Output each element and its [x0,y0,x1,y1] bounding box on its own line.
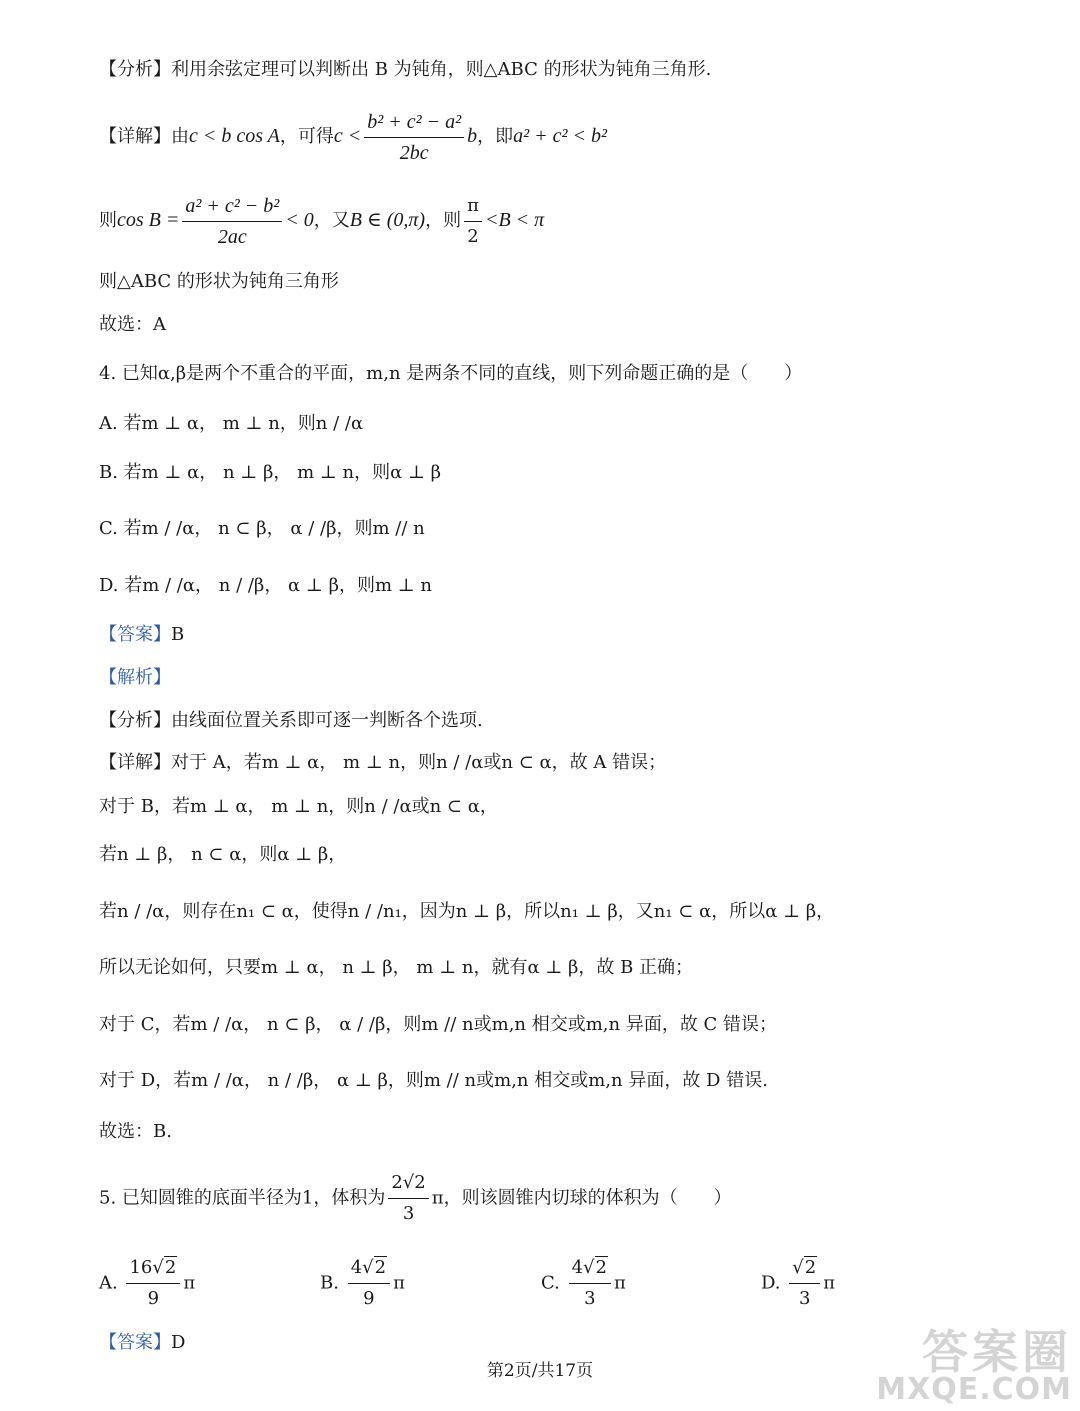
q4-detail-2: 对于 B，若m ⊥ α， m ⊥ n，则n / /α或n ⊂ α， [99,796,498,817]
page-footer: 第2页/共17页 [486,1361,594,1381]
q4-option-c: C. 若m / /α， n ⊂ β， α / /β，则m // n [99,518,425,539]
q3-analysis [99,58,711,82]
q5-option-d [761,1255,835,1312]
q5-answer [99,1331,185,1355]
analysis-tag: 【分析】 [99,710,171,731]
watermark-logo [876,1325,1072,1407]
option-numerator: 4√2 [348,1255,390,1284]
option-label: B. [320,1272,339,1294]
detail-fraction [364,109,464,166]
cos-fraction [182,193,282,250]
detail-mid: ，可得 [279,126,334,147]
detail-tag: 【详解】 [99,126,171,147]
q3-conclusion: 则△ABC 的形状为钝角三角形 [99,271,339,292]
option-den: 3 [798,1288,811,1309]
cos-range: <B < π [484,209,545,231]
cos-rhs: < 0 [285,209,314,231]
pi-den: 2 [467,225,479,247]
analysis-tag: 【分析】 [99,59,171,80]
cos-domain: B ∈ (0,π) [349,209,426,231]
option-coef: 4 [350,1257,363,1278]
q4-answer [99,623,184,647]
option-numerator: √2 [789,1255,820,1284]
pi-num: π [464,193,482,222]
answer-value: D [171,1332,186,1353]
fraction-numerator: b² + c² − a² [364,109,464,138]
q4-analysis [99,709,483,733]
detail-fraction-b: b [467,125,478,147]
option-root: 2 [595,1257,607,1278]
detail-ineq: c < b cos A [189,125,280,147]
option-numerator: 16√2 [126,1255,180,1284]
analysis-text: 利用余弦定理可以判断出 B 为钝角，则△ABC 的形状为钝角三角形. [171,59,712,80]
q3-choice: 故选：A [99,314,166,335]
answer-tag: 【答案】 [99,624,171,645]
q5-stem [99,1170,732,1227]
stem-frac-den: 3 [402,1203,415,1224]
pi-half-fraction [464,193,482,250]
option-root: 2 [374,1257,387,1278]
detail-tag: 【详解】 [99,752,171,773]
cos-lhs: cos B = [117,209,180,231]
option-fraction [126,1255,180,1312]
cos-numerator: a² + c² − b² [182,193,282,222]
cos-then: ，则 [425,210,462,231]
option-root: 2 [164,1257,177,1278]
option-label: D. [761,1272,781,1294]
answer-value: B [171,624,185,645]
option-fraction [569,1255,611,1312]
q4-option-b: B. 若m ⊥ α， n ⊥ β， m ⊥ n，则α ⊥ β [99,462,442,483]
option-root: 2 [804,1257,817,1278]
watermark-line2: MXQE.COM [876,1372,1072,1407]
option-coef: 4 [571,1257,584,1278]
q5-option-c [541,1255,626,1312]
q4-detail-4: 若n / /α，则存在n₁ ⊂ α，使得n / /n₁，因为n ⊥ β，所以n₁ ⊥ β，又n₁ ⊂ α，所以α ⊥ β， [99,901,835,922]
q5-stem-pre: 5. 已知圆锥的底面半径为1，体积为 [99,1187,386,1209]
analysis-text: 由线面位置关系即可逐一判断各个选项. [171,710,483,731]
cos-mid: ，又 [313,210,350,231]
option-pi: π [183,1272,196,1294]
detail-line: 对于 A，若m ⊥ α， m ⊥ n，则n / /α或n ⊂ α，故 A 错误； [171,752,667,773]
option-fraction [789,1255,820,1312]
q5-option-a [99,1255,195,1312]
answer-tag: 【答案】 [99,1332,171,1353]
option-pi: π [613,1272,626,1294]
option-label: A. [99,1272,118,1294]
fraction-denominator: 2bc [399,141,429,164]
q4-detail-1 [99,751,666,775]
option-fraction [348,1255,390,1312]
q5-stem-post: ，则该圆锥内切球的体积为（ ） [443,1187,732,1209]
option-pi: π [393,1272,405,1294]
q4-choice: 故选：B. [99,1121,172,1142]
cos-prefix: 则 [99,210,117,231]
q3-detail [99,108,607,166]
q4-detail-3: 若n ⊥ β， n ⊂ α，则α ⊥ β， [99,844,347,865]
option-label: C. [541,1272,560,1294]
detail-post: ，即 [477,126,514,147]
watermark-line1: 答案圈 [922,1325,1072,1379]
q4-option-d: D. 若m / /α， n / /β， α ⊥ β，则m ⊥ n [99,575,433,596]
q5-stem-fraction [388,1170,428,1227]
q4-detail-5: 所以无论如何，只要m ⊥ α， n ⊥ β， m ⊥ n，就有α ⊥ β，故 B 正确； [99,957,694,978]
option-coef: 16 [129,1257,153,1278]
detail-result: a² + c² < b² [513,125,607,147]
q4-stem: 4. 已知α,β是两个不重合的平面，m,n 是两条不同的直线，则下列命题正确的是（ ） [99,363,803,384]
q4-detail-7: 对于 D，若m / /α， n / /β， α ⊥ β，则m // n或m,n 相交或m,n 异面，故 D 错误. [99,1070,768,1091]
option-den: 9 [363,1288,375,1309]
q4-option-a: A. 若m ⊥ α， m ⊥ n，则n / /α [99,413,364,434]
q5-option-b [320,1255,405,1312]
stem-pi: π [431,1187,444,1209]
stem-frac-num: 2√2 [388,1170,428,1199]
option-den: 9 [147,1288,160,1309]
detail-pre: 由 [171,126,189,147]
q4-explain-tag: 【解析】 [99,667,171,688]
option-numerator: 4√2 [569,1255,611,1284]
q4-detail-6: 对于 C，若m / /α， n ⊂ β， α / /β，则m // n或m,n 相交或m,n 异面，故 C 错误； [99,1014,778,1035]
option-den: 3 [584,1288,596,1309]
q3-cos-line [99,192,544,250]
option-pi: π [823,1272,836,1294]
detail-ineq-lhs: c < [333,125,362,147]
cos-denominator: 2ac [217,225,247,248]
